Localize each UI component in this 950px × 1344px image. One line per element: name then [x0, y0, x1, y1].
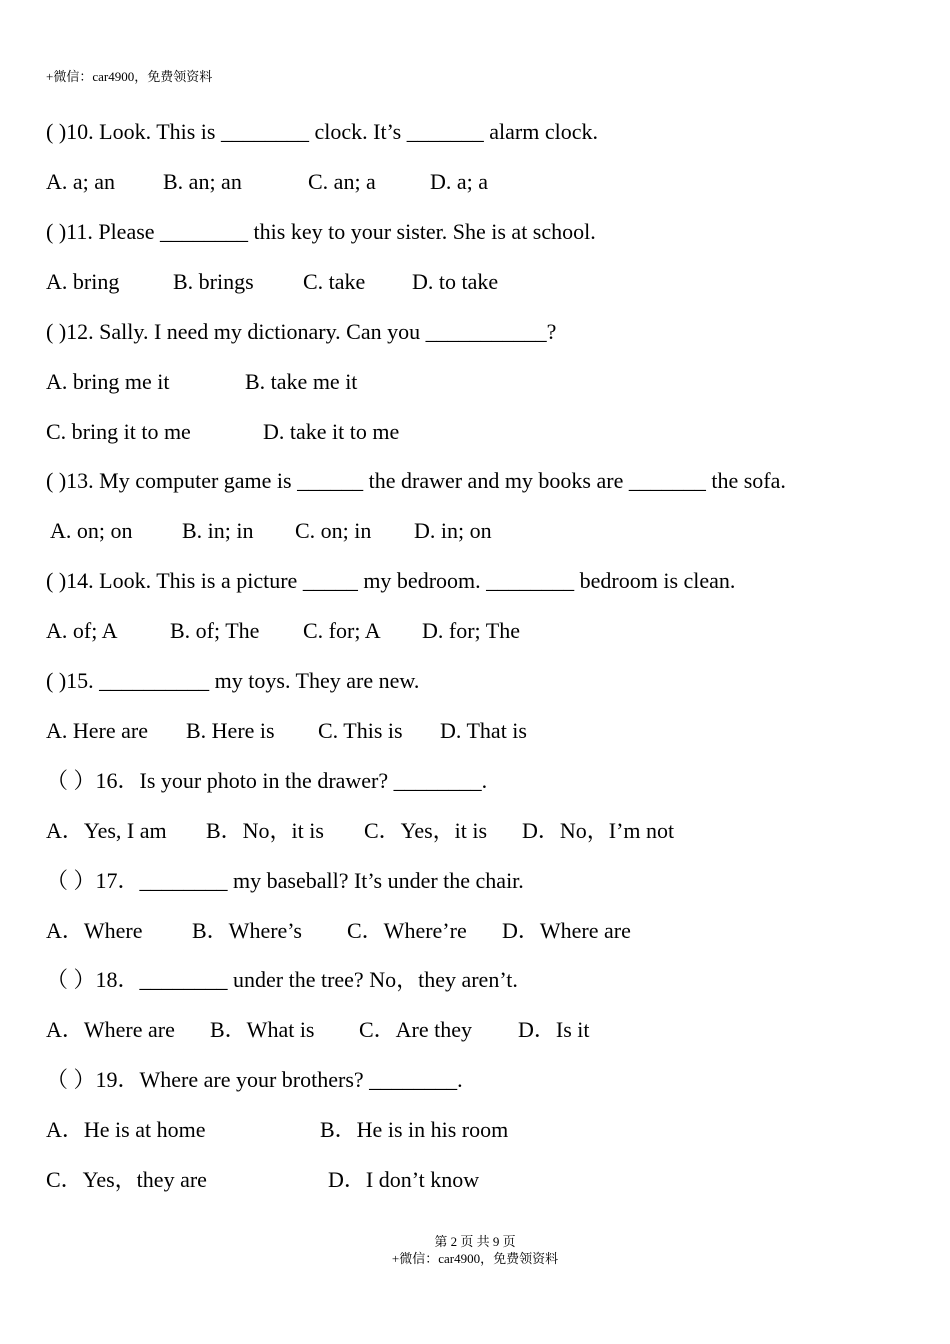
option-c: C. take: [303, 269, 366, 294]
option-a: A. bring: [46, 269, 120, 294]
option-c: C．Yes，they are: [46, 1167, 207, 1192]
question-12-stem: ( )12. Sally. I need my dictionary. Can you ___________?: [46, 319, 557, 344]
option-d: D. take it to me: [263, 419, 400, 444]
option-d: D. for; The: [422, 618, 520, 643]
option-a: A．Yes, I am: [46, 818, 167, 843]
option-b: B. Here is: [186, 718, 275, 743]
option-d: D．Where are: [502, 918, 631, 943]
option-b: B. brings: [173, 269, 254, 294]
footer-note: +微信：car4900，免费领资料: [391, 1251, 559, 1266]
question-15-stem: ( )15. __________ my toys. They are new.: [46, 668, 420, 693]
option-b: B. take me it: [245, 369, 358, 394]
option-b: B．He is in his room: [320, 1117, 509, 1142]
option-c: C. an; a: [308, 169, 376, 194]
question-17-stem: （ ）17．________ my baseball? It’s under the chair.: [46, 868, 524, 893]
option-c: C．Are they: [359, 1017, 473, 1042]
option-b: B．Where’s: [192, 918, 302, 943]
option-d: D. in; on: [414, 518, 492, 543]
option-c: C. on; in: [295, 518, 372, 543]
option-c: C．Where’re: [347, 918, 467, 943]
question-19-stem: （ ）19．Where are your brothers? ________.: [46, 1067, 463, 1092]
question-11-stem: ( )11. Please ________ this key to your sister. She is at school.: [46, 219, 596, 244]
header-note: +微信：car4900，免费领资料: [46, 69, 213, 84]
option-d: D．No，I’m not: [522, 818, 675, 843]
option-b: B．No，it is: [206, 818, 324, 843]
option-c: C. for; A: [303, 618, 381, 643]
option-d: D．Is it: [518, 1017, 590, 1042]
option-c: C. This is: [318, 718, 403, 743]
option-a: A．Where: [46, 918, 143, 943]
question-13-stem: ( )13. My computer game is ______ the drawer and my books are _______ the sofa.: [46, 468, 786, 493]
option-d: D. a; a: [430, 169, 489, 194]
option-a: A. of; A: [46, 618, 118, 643]
option-a: A. bring me it: [46, 369, 170, 394]
option-b: B. an; an: [163, 169, 242, 194]
option-a: A. Here are: [46, 718, 148, 743]
option-a: A．Where are: [46, 1017, 175, 1042]
option-d: D. That is: [440, 718, 527, 743]
option-b: B. in; in: [182, 518, 254, 543]
option-c: C．Yes，it is: [364, 818, 488, 843]
option-a: A．He is at home: [46, 1117, 206, 1142]
option-b: B．What is: [210, 1017, 315, 1042]
option-d: D．I don’t know: [328, 1167, 480, 1192]
question-10-stem: ( )10. Look. This is ________ clock. It’s _______ alarm clock.: [46, 119, 598, 144]
question-16-stem: （ ）16．Is your photo in the drawer? ________.: [46, 768, 488, 793]
question-18-stem: （ ）18．________ under the tree? No，they aren’t.: [46, 967, 518, 992]
option-a: A. on; on: [50, 518, 133, 543]
question-14-stem: ( )14. Look. This is a picture _____ my bedroom. ________ bedroom is clean.: [46, 568, 736, 593]
option-c: C. bring it to me: [46, 419, 191, 444]
option-d: D. to take: [412, 269, 499, 294]
page-number: 第 2 页 共 9 页: [434, 1234, 516, 1249]
option-b: B. of; The: [170, 618, 260, 643]
option-a: A. a; an: [46, 169, 116, 194]
